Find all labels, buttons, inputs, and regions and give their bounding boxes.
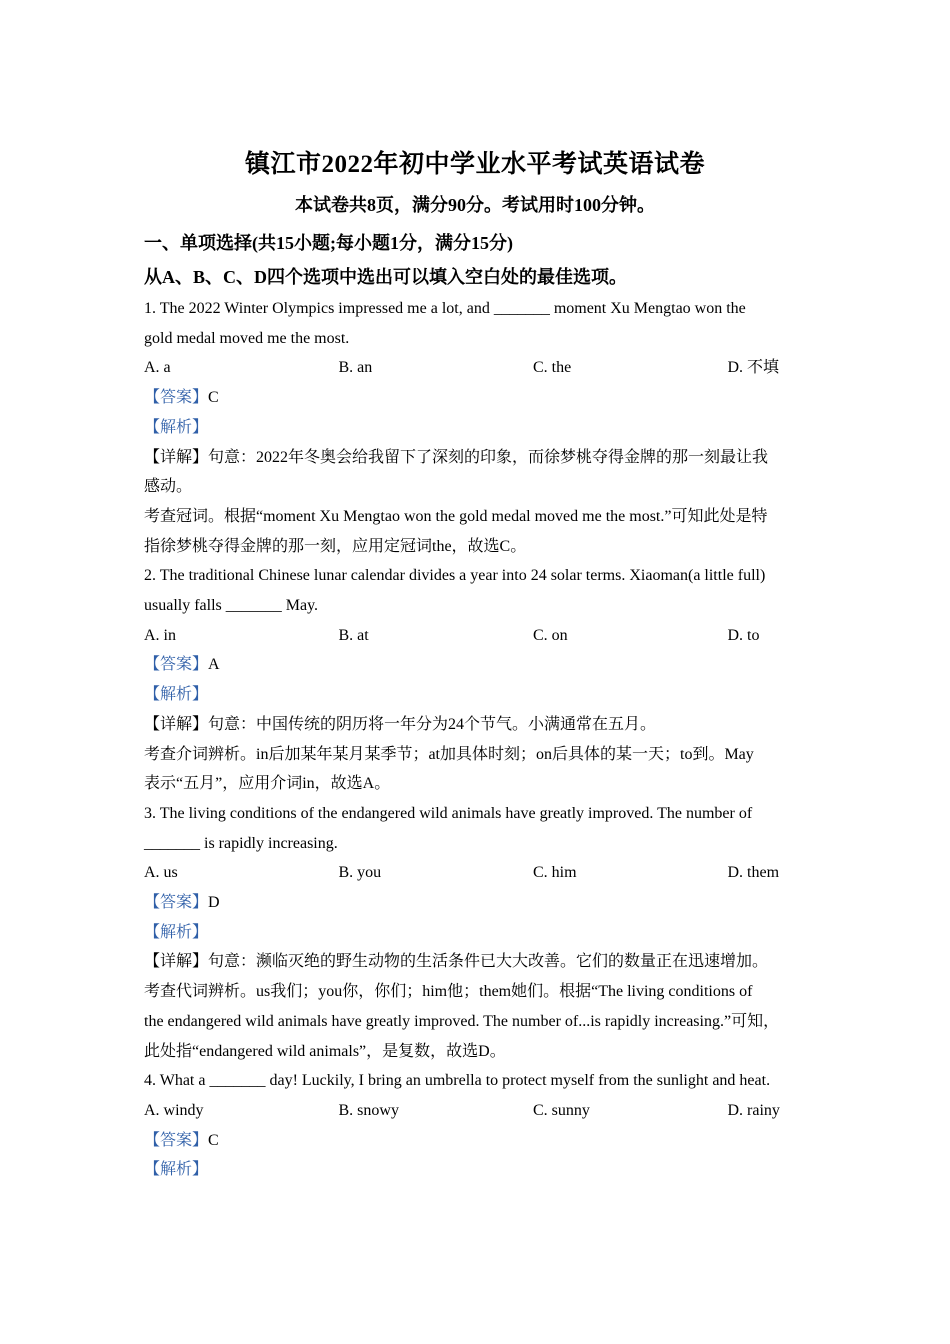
- option-b: B. at: [338, 626, 369, 644]
- question-stem: 3. The living conditions of the endangered wild animals have greatly improved. The number of: [144, 804, 753, 822]
- answer-line: [144, 1126, 812, 1156]
- question-stem: _______ is rapidly increasing.: [144, 834, 338, 852]
- detail-line: [144, 947, 812, 977]
- question-stem: usually falls _______ May.: [144, 597, 319, 615]
- explain-text: 考查介词辨析。in后加某年某月某季节；at加具体时刻；on后具体的某一天；to到。May: [144, 745, 754, 763]
- detail-text: 感动。: [144, 478, 193, 496]
- option-c: C. the: [533, 359, 572, 377]
- explain-text: 表示“五月”，应用介词in，故选A。: [144, 775, 391, 793]
- option-c: C. him: [533, 864, 577, 882]
- section-instruction: 从A、B、C、D四个选项中选出可以填入空白处的最佳选项。: [144, 267, 628, 287]
- option-c: C. sunny: [533, 1101, 590, 1119]
- analysis-label: 【解析】: [144, 923, 209, 941]
- answer-value: D: [208, 894, 220, 912]
- question-1: [144, 294, 812, 561]
- detail-label: 【详解】: [144, 448, 209, 466]
- detail-label: 【详解】: [144, 953, 209, 971]
- option-d: D. to: [727, 626, 760, 644]
- page-subtitle: 本试卷共8页，满分90分。考试用时100分钟。: [295, 195, 655, 215]
- detail-text: 句意：濒临灭绝的野生动物的生活条件已大大改善。它们的数量正在迅速增加。: [208, 953, 769, 971]
- option-a: A. us: [144, 864, 178, 882]
- explain-text: the endangered wild animals have greatly improved. The number of...is rapidly increasing.”可知，: [144, 1012, 780, 1030]
- answer-value: C: [208, 389, 219, 407]
- answer-label: 【答案】: [144, 1131, 209, 1149]
- answer-label: 【答案】: [144, 894, 209, 912]
- explain-text: 此处指“endangered wild animals”，是复数，故选D。: [144, 1042, 506, 1060]
- option-a: A. windy: [144, 1101, 204, 1119]
- answer-line: [144, 650, 812, 680]
- analysis-line: [144, 918, 812, 948]
- analysis-label: 【解析】: [144, 686, 209, 704]
- option-a: A. a: [144, 359, 171, 377]
- answer-label: 【答案】: [144, 389, 209, 407]
- section-heading: 一、单项选择(共15小题;每小题1分，满分15分): [144, 233, 513, 253]
- detail-text: 句意：中国传统的阴历将一年分为24个节气。小满通常在五月。: [208, 715, 657, 733]
- answer-line: [144, 383, 812, 413]
- explain-text: 指徐梦桃夺得金牌的那一刻，应用定冠词the，故选C。: [144, 537, 527, 555]
- question-stem: 2. The traditional Chinese lunar calendar divides a year into 24 solar terms. Xiaoman(a little full): [144, 567, 766, 585]
- analysis-line: [144, 680, 812, 710]
- question-2: [144, 561, 812, 799]
- question-4: [144, 1066, 812, 1185]
- question-stem: gold medal moved me the most.: [144, 329, 350, 347]
- options-row: [144, 353, 812, 383]
- analysis-line: [144, 413, 812, 443]
- option-a: A. in: [144, 626, 176, 644]
- question-stem: 1. The 2022 Winter Olympics impressed me a lot, and _______ moment Xu Mengtao won the: [144, 300, 746, 317]
- detail-line: [144, 443, 812, 473]
- page-title: 镇江市2022年初中学业水平考试英语试卷: [244, 151, 705, 178]
- question-stem: 4. What a _______ day! Luckily, I bring an umbrella to protect myself from the sunlight and heat.: [144, 1072, 771, 1090]
- option-d: D. 不填: [727, 359, 780, 377]
- answer-label: 【答案】: [144, 656, 209, 674]
- option-d: D. them: [727, 864, 780, 882]
- detail-text: 句意：2022年冬奥会给我留下了深刻的印象，而徐梦桃夺得金牌的那一刻最让我: [208, 448, 769, 466]
- explain-text: 考查代词辨析。us我们；you你，你们；him他；them她们。根据“The living conditions of: [144, 983, 753, 1001]
- option-b: B. you: [338, 864, 382, 882]
- options-row: [144, 621, 812, 651]
- analysis-label: 【解析】: [144, 1161, 209, 1179]
- answer-value: A: [208, 656, 220, 674]
- analysis-line: [144, 1155, 812, 1185]
- option-c: C. on: [533, 626, 568, 644]
- answer-value: C: [208, 1131, 219, 1149]
- answer-line: [144, 888, 812, 918]
- options-row: [144, 1096, 812, 1126]
- question-3: [144, 799, 812, 1066]
- detail-label: 【详解】: [144, 715, 209, 733]
- option-d: D. rainy: [727, 1101, 780, 1119]
- option-b: B. an: [338, 359, 373, 377]
- exam-content: [144, 226, 812, 1185]
- detail-line: [144, 710, 812, 740]
- option-b: B. snowy: [338, 1101, 399, 1119]
- analysis-label: 【解析】: [144, 418, 209, 436]
- explain-text: 考查冠词。根据“moment Xu Mengtao won the gold medal moved me the most.”可知此处是特: [144, 507, 768, 525]
- options-row: [144, 858, 812, 888]
